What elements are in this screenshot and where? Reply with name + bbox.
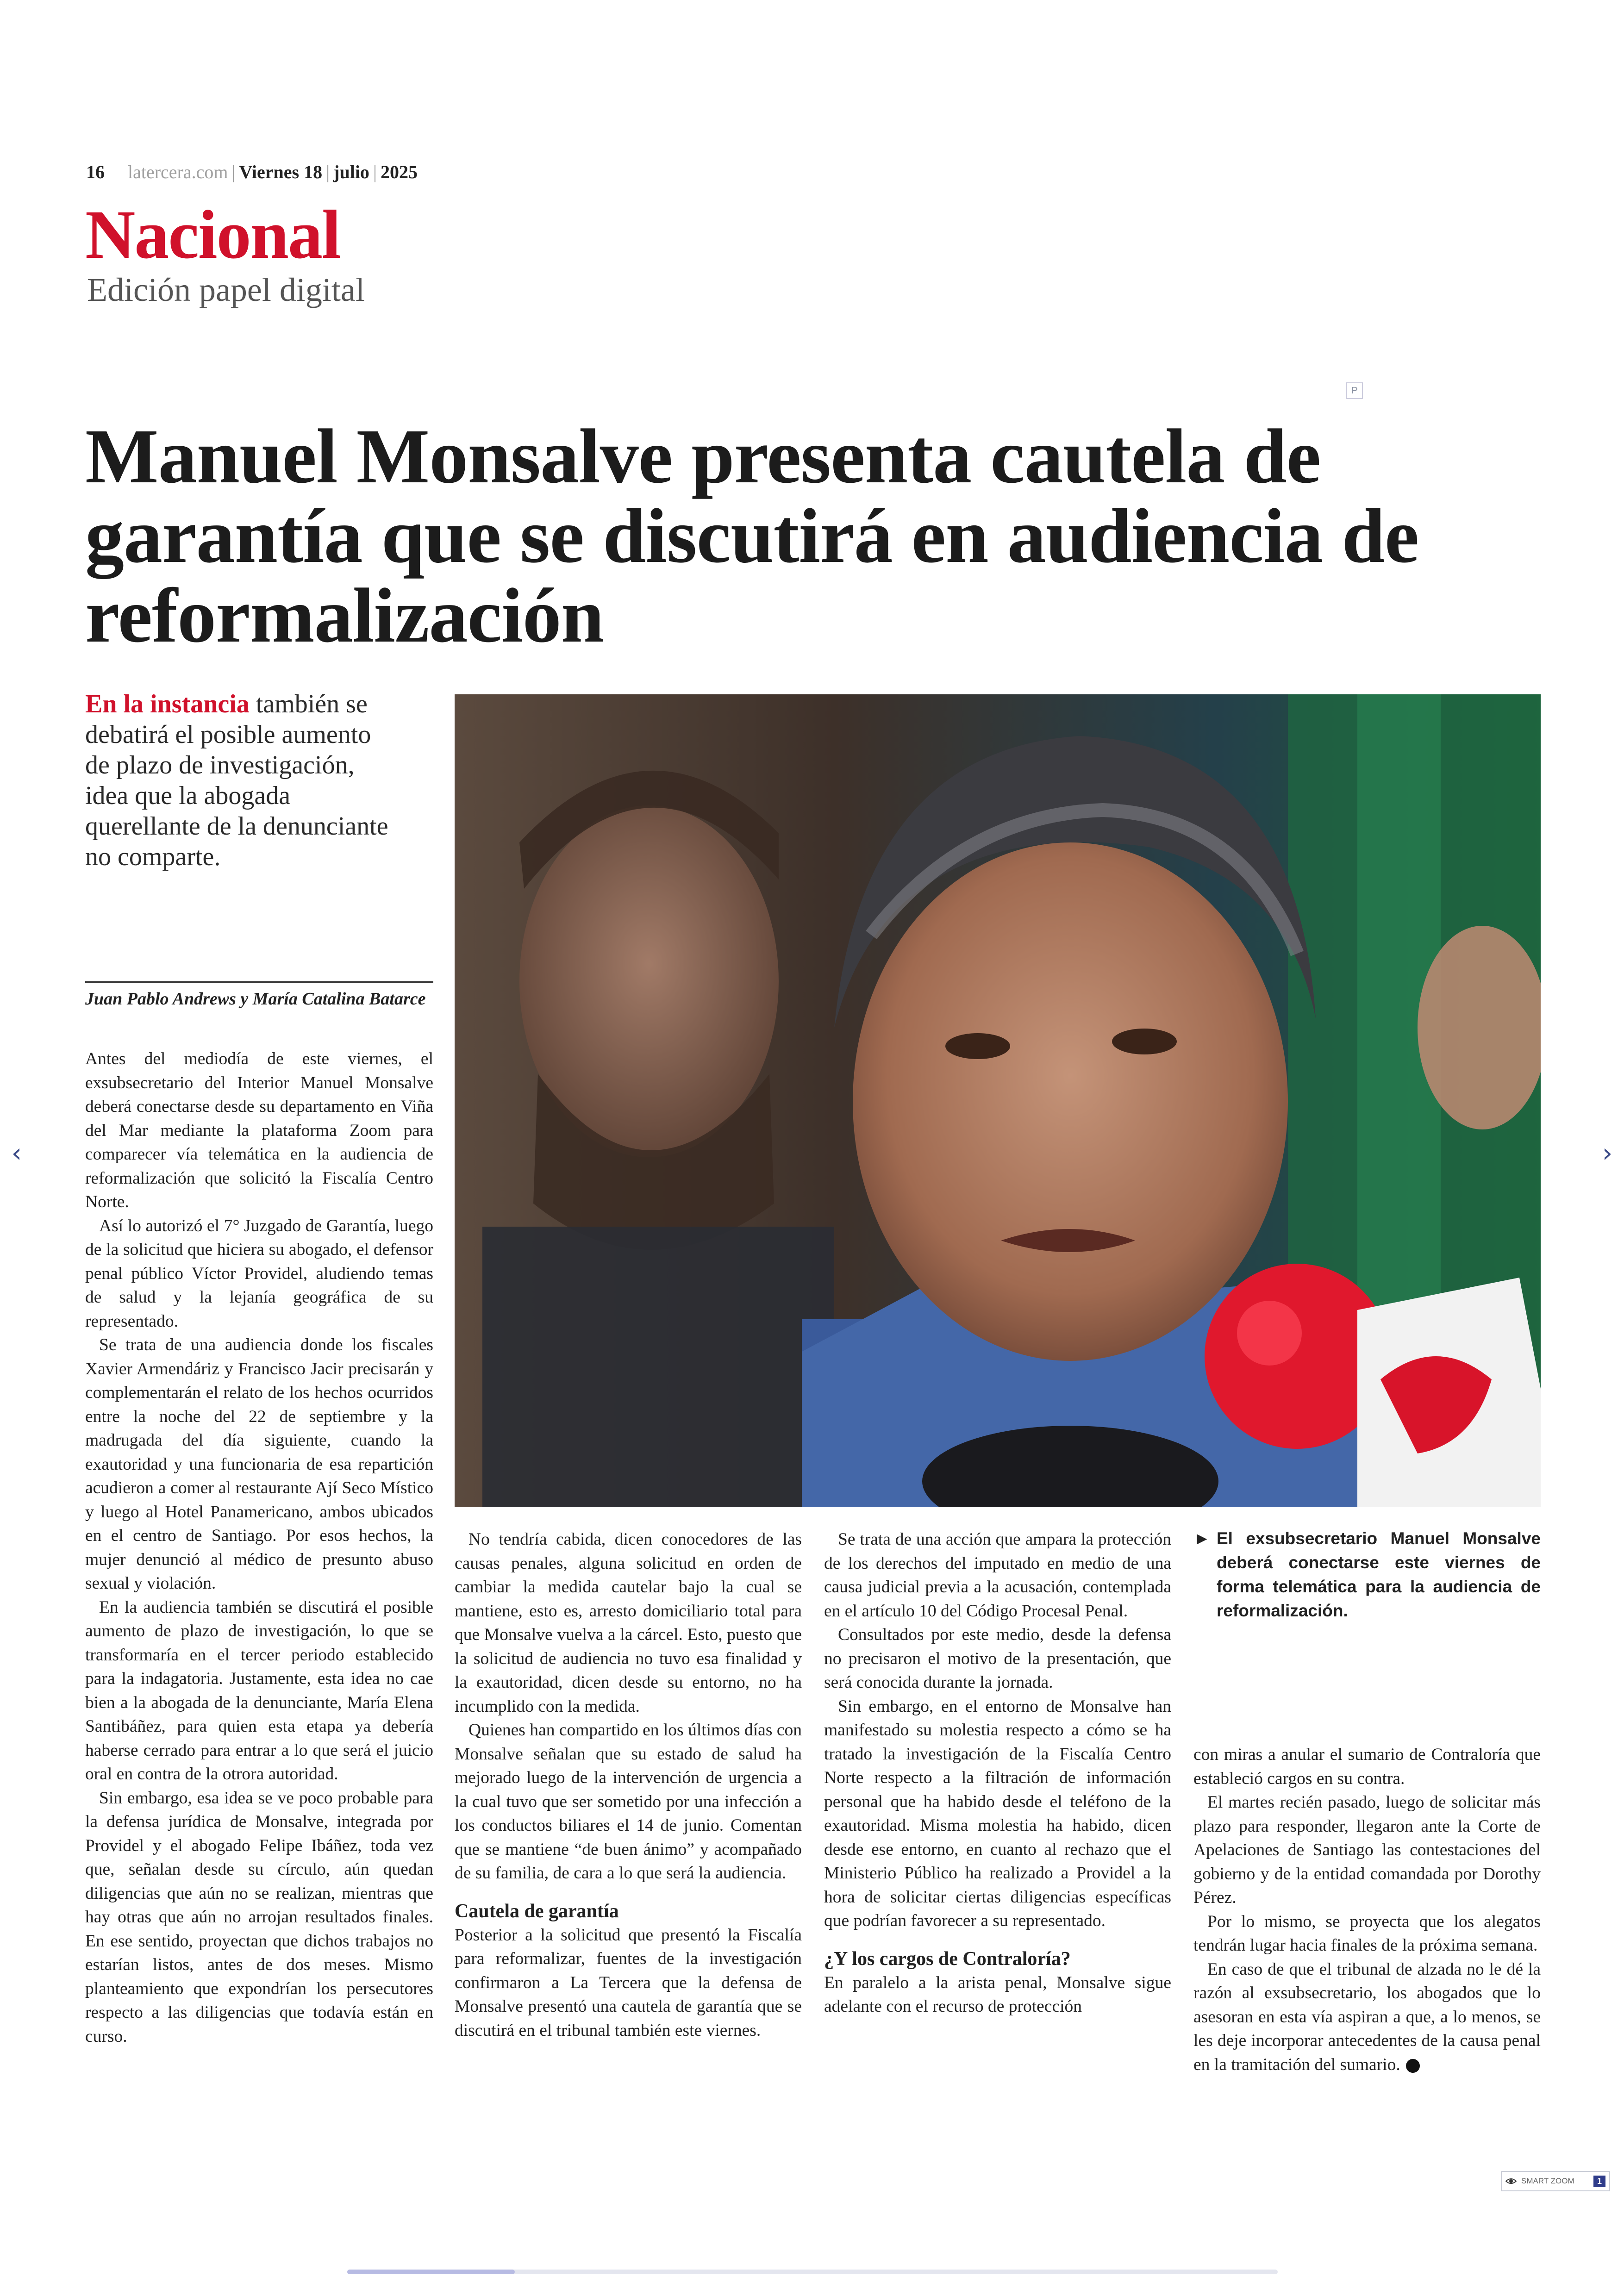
end-mark-icon — [1406, 2059, 1420, 2073]
paragraph: Antes del mediodía de este viernes, el exsubsecretario del Interior Manuel Monsalve deberá conectarse desde su departamento en Viña del Mar mediante la plataforma Zoom para comparecer vía telemática en la audiencia de reformalización que solicitó la Fiscalía Centro Norte. — [85, 1049, 433, 1211]
reading-progress-bar[interactable] — [347, 2270, 1278, 2274]
page-folio: 16 latercera.com | Viernes 18 | julio | 2025 — [86, 162, 418, 182]
article-column-4 — [1193, 1743, 1541, 2077]
paragraph: Se trata de una audiencia donde los fiscales Xavier Armendáriz y Francisco Jacir precisarán y complementarán el relato de los hechos ocurridos entre la noche del 22 de septiembre y la madrugada del día siguiente, cuando la exautoridad y una funcionaria de esa repartición acudieron a comer al restaurante Ají Seco Místico y luego al Hotel Panamericano, ambos ubicados en el centro de Santiago. Por esos hechos, la mujer denunció al médico de presunto abuso sexual y violación. — [85, 1335, 433, 1593]
paragraph: Sin embargo, en el entorno de Monsalve han manifestado su molestia respecto a cómo se ha tratado la investigación de la Fiscalía Centro Norte respecto a la filtración de información personal que ha habido desde el teléfono de la exautoridad. Misma molestia ha habido, dicen desde ese entorno, en cuanto al rechazo que el Ministerio Público ha realizado a Providel a la hora de solicitar ciertas diligencias específicas que podrían favorecer a su representado. — [824, 1696, 1171, 1930]
article-column-1 — [85, 1047, 433, 2048]
section-title: Nacional — [85, 196, 340, 273]
article-byline: Juan Pablo Andrews y María Catalina Batarce — [85, 981, 433, 1010]
paragraph: Posterior a la solicitud que presentó la Fiscalía para reformalizar, fuentes de la investigación confirmaron a La Tercera que la defensa de Monsalve presentó una cautela de garantía que se discutirá en el tribunal también este viernes. — [455, 1925, 802, 2040]
previous-page-arrow-icon[interactable]: ‹ — [11, 1138, 22, 1168]
paragraph: En la audiencia también se discutirá el posible aumento de plazo de investigación, lo que se transformaría en el tercer periodo establecido para la indagatoria. Justamente, esta idea no cae bien a la abogada de la denunciante, María Elena Santibáñez, para quien esta etapa ya debería haberse cerrado para entrar a lo que será el juicio oral en contra de la otrora autoridad. — [85, 1597, 433, 1784]
caption-marker-icon: ► — [1193, 1529, 1211, 1548]
subhead-contraloria: ¿Y los cargos de Contraloría? — [824, 1948, 1071, 1970]
paragraph: con miras a anular el sumario de Contraloría que estableció cargos en su contra. — [1193, 1745, 1541, 1788]
issue-day: Viernes 18 — [239, 162, 323, 182]
deck-text: también se debatirá el posible aumento de plazo de investigación, idea que la abogada querellante de la denunciante no comparte. — [85, 690, 388, 871]
photo-caption — [1193, 1527, 1541, 1623]
article-headline: Manuel Monsalve presenta cautela de garantía que se discutirá en audiencia de reformalización — [85, 413, 1419, 659]
page-marker-icon[interactable]: P — [1346, 382, 1363, 399]
paragraph: Se trata de una acción que ampara la protección de los derechos del imputado en medio de una causa judicial previa a la acusación, contemplada en el artículo 10 del Código Procesal Penal. — [824, 1530, 1171, 1621]
paragraph: Por lo mismo, se proyecta que los alegatos tendrán lugar hacia finales de la próxima semana. — [1193, 1912, 1541, 1955]
paragraph: No tendría cabida, dicen conocedores de las causas penales, alguna solicitud en orden de cambiar la medida cautelar bajo la cual se mantiene, esto es, arresto domiciliario total para que Monsalve vuelva a la cárcel. Esto, puesto que la solicitud de audiencia no tuvo esa finalidad y la exautoridad, dicen desde su entorno, no ha incumplido con la medida. — [455, 1530, 802, 1716]
article-column-3 — [824, 1528, 1171, 2019]
article-column-2 — [455, 1528, 802, 2042]
deck-lead: En la instancia — [85, 690, 250, 718]
paragraph-text: En caso de que el tribunal de alzada no le dé la razón al exsubsecretario, los abogados que lo asesoran en esta vía aspiran a que, a lo menos, se les deje incorporar antecedentes de la causa penal en la tramitación del sumario. — [1193, 1959, 1541, 2074]
paragraph: El martes recién pasado, luego de solicitar más plazo para responder, llegaron ante la Corte de Apelaciones de Santiago las contestaciones del gobierno y de la entidad comandada por Dorothy Pérez. — [1193, 1793, 1541, 1907]
subhead-cautela: Cautela de garantía — [455, 1900, 619, 1922]
paragraph: Consultados por este medio, desde la defensa no precisaron el motivo de la presentación, que será conocida durante la jornada. — [824, 1625, 1171, 1692]
issue-month: julio — [333, 162, 369, 182]
edition-label: Edición papel digital — [87, 271, 365, 308]
paragraph: Así lo autorizó el 7° Juzgado de Garantía, luego de la solicitud que hiciera su abogado, el defensor penal público Víctor Providel, aludiendo temas de salud y la lejanía geográfica de su representado. — [85, 1216, 433, 1331]
article-deck — [85, 689, 400, 872]
page-number: 16 — [86, 162, 105, 182]
caption-text: El exsubsecretario Manuel Monsalve deberá conectarse este viernes de forma telemática para la audiencia de reformalización. — [1217, 1529, 1541, 1620]
next-page-arrow-icon[interactable]: › — [1602, 1138, 1613, 1168]
paragraph: En paralelo a la arista penal, Monsalve sigue adelante con el recurso de protección — [824, 1973, 1171, 2016]
paragraph — [1193, 1958, 1541, 2077]
paragraph: Sin embargo, esa idea se ve poco probable para la defensa jurídica de Monsalve, integrada por Providel y el abogado Felipe Ibáñez, toda vez que, señalan desde su círculo, aún quedan diligencias que aún no se realizan, mientras que hay otras que aún no arrojan resultados finales. En ese sentido, proyectan que dichos trabajos no estarían listos, antes de dos meses. Mismo planteamiento que expondrían los persecutores respecto a las diligencias que todavía están en curso. — [85, 1788, 433, 2046]
reading-progress-fill — [347, 2270, 515, 2274]
article-photo — [455, 694, 1541, 1507]
photo-monsalve-illustration — [455, 694, 1541, 1507]
issue-year: 2025 — [380, 162, 418, 182]
site-name: latercera.com — [128, 162, 228, 182]
eye-icon — [1505, 2176, 1517, 2187]
smart-zoom-label: SMART ZOOM — [1521, 2177, 1574, 2185]
paragraph: Quienes han compartido en los últimos días con Monsalve señalan que su estado de salud ha mejorado luego de la intervención de urgencia a la cual tuvo que ser sometido por una infección a los conductos biliares el 14 de junio. Comentan que se mantiene “de buen ánimo” y acompañado de su familia, de cara a lo que será la audiencia. — [455, 1721, 802, 1883]
page-indicator: 1 — [1593, 2176, 1605, 2187]
smart-zoom-button[interactable] — [1501, 2171, 1610, 2191]
